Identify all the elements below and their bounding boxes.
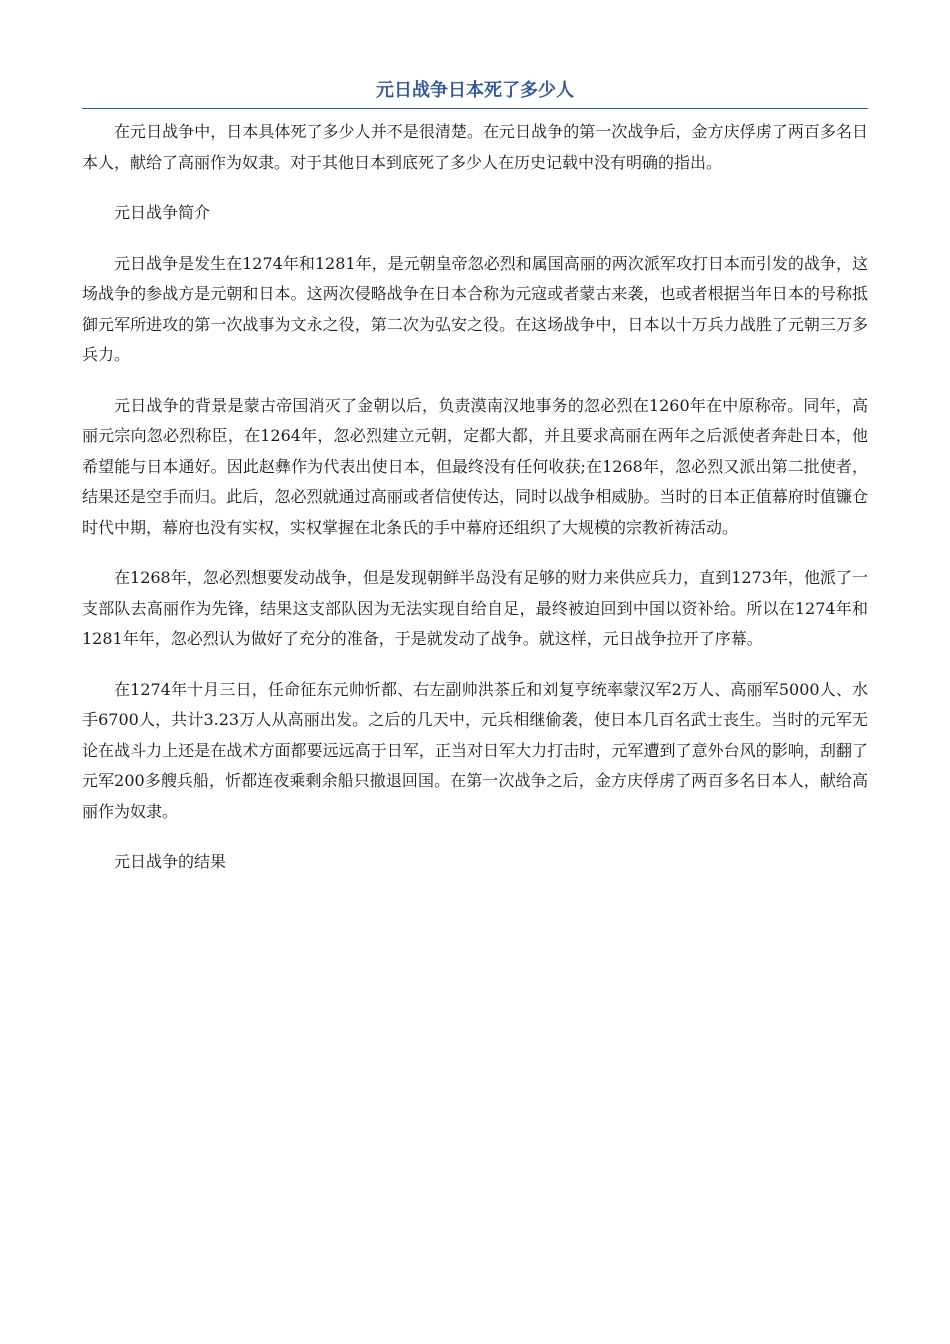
section-heading: 元日战争简介: [114, 203, 211, 222]
paragraph: 在元日战争中，日本具体死了多少人并不是很清楚。在元日战争的第一次战争后，金方庆俘虏了两百多名日本人，献给了高丽作为奴隶。对于其他日本到底死了多少人在历史记载中没有明确的指出。: [82, 122, 868, 172]
document-page: [82, 76, 868, 898]
paragraph: 元日战争是发生在1274年和1281年，是元朝皇帝忽必烈和属国高丽的两次派军攻打日本而引发的战争，这场战争的参战方是元朝和日本。这两次侵略战争在日本合称为元寇或者蒙古来袭，也或者根据当年日本的号称抵御元军所进攻的第一次战事为文永之役，第二次为弘安之役。在这场战争中，日本以十万兵力战胜了元朝三万多兵力。: [82, 253, 868, 364]
document-title: 元日战争日本死了多少人: [376, 80, 574, 101]
section-heading: 元日战争的结果: [114, 852, 227, 871]
paragraph: 在1274年十月三日，任命征东元帅忻都、右左副帅洪茶丘和刘复亨统率蒙汉军2万人、高丽军5000人、水手6700人，共计3.23万人从高丽出发。之后的几天中，元兵相继偷袭，使日本几百名武士丧生。当时的元军无论在战斗力上还是在战术方面都要远远高于日军，正当对日军大力打击时，元军遭到了意外台风的影响，刮翻了元军200多艘兵船，忻都连夜乘剩余船只撤退回国。在第一次战争之后，金方庆俘虏了两百多名日本人，献给高丽作为奴隶。: [82, 679, 868, 821]
paragraph: 在1268年，忽必烈想要发动战争，但是发现朝鲜半岛没有足够的财力来供应兵力，直到1273年，他派了一支部队去高丽作为先锋，结果这支部队因为无法实现自给自足，最终被迫回到中国以资补给。所以在1274年和1281年年，忽必烈认为做好了充分的准备，于是就发动了战争。就这样，元日战争拉开了序幕。: [82, 568, 868, 648]
paragraph: 元日战争的背景是蒙古帝国消灭了金朝以后，负责漠南汉地事务的忽必烈在1260年在中原称帝。同年，高丽元宗向忽必烈称臣，在1264年，忽必烈建立元朝，定都大都，并且要求高丽在两年之后派使者奔赴日本，他希望能与日本通好。因此赵彝作为代表出使日本，但最终没有任何收获;在1268年，忽必烈又派出第二批使者，结果还是空手而归。此后，忽必烈就通过高丽或者信使传达，同时以战争相威胁。当时的日本正值幕府时值镰仓时代中期，幕府也没有实权，实权掌握在北条氏的手中幕府还组织了大规模的宗教祈祷活动。: [82, 395, 868, 537]
title-underline: [82, 108, 868, 109]
